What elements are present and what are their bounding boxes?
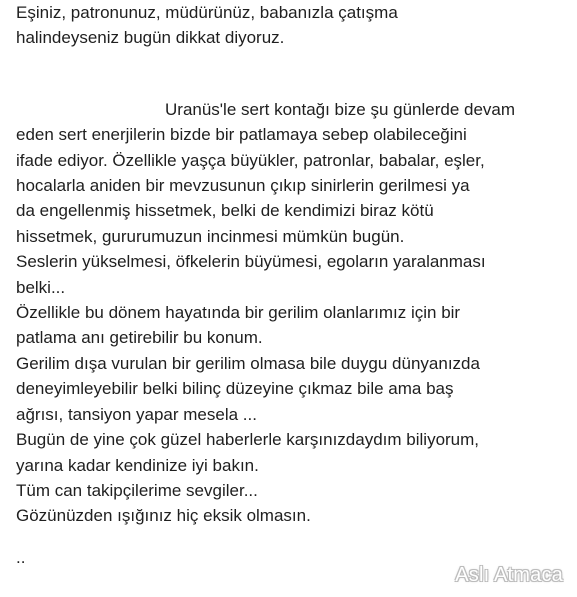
body-line-17: Gözünüzden ışığınız hiç eksik olmasın. (16, 506, 311, 526)
body-line-6: hissetmek, gururumuzun incinmesi mümkün bugün. (16, 226, 405, 246)
body-line-12: deneyimleyebilir belki bilinç düzeyine çıkmaz bile ama baş (16, 379, 454, 399)
body-line-5: da engellenmiş hissetmek, belki de kendimizi biraz kötü (16, 201, 434, 221)
body-line-7: Seslerin yükselmesi, öfkelerin büyümesi, egoların yaralanması (16, 252, 486, 272)
intro-line-2: halindeyseniz bugün dikkat diyoruz. (16, 28, 285, 48)
paragraph-gap (16, 51, 571, 97)
intro-line-1: Eşiniz, patronunuz, müdürünüz, babanızla çatışma (16, 3, 398, 22)
body-line-16: Tüm can takipçilerime sevgiler... (16, 480, 258, 500)
body-line-9: Özellikle bu dönem hayatında bir gerilim olanlarımız için bir (16, 303, 461, 323)
body-line-2: eden sert enerjilerin bizde bir patlamaya sebep olabileceğini (16, 125, 467, 145)
trailing-dots: .. (16, 547, 26, 567)
body-line-8: belki... (16, 277, 66, 297)
body-line-15: yarına kadar kendinize iyi bakın. (16, 455, 259, 475)
document-body (16, 0, 571, 570)
body-line-14: Bugün de yine çok güzel haberlerle karşınızdaydım biliyorum, (16, 430, 480, 450)
body-line-10: patlama anı getirebilir bu konum. (16, 328, 263, 348)
watermark-text: Aslı Atmaca (455, 564, 563, 586)
body-line-1: Uranüs'le sert kontağı bize şu günlerde devam (165, 99, 516, 119)
body-line-13: ağrısı, tansiyon yapar mesela ... (16, 404, 257, 424)
body-line-11: Gerilim dışa vurulan bir gerilim olmasa bile duygu dünyanızda (16, 353, 480, 373)
body-line-4: hocalarla aniden bir mevzusunun çıkıp sinirlerin gerilmesi ya (16, 176, 470, 196)
body-line-3: ifade ediyor. Özellikle yaşça büyükler, patronlar, babalar, eşler, (16, 150, 485, 170)
